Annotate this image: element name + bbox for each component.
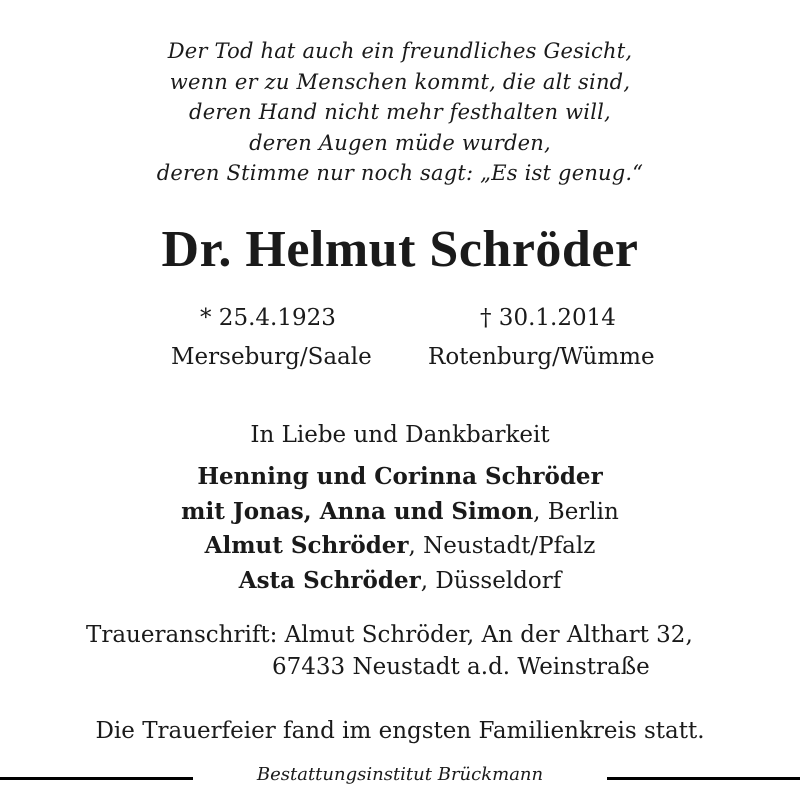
poem-line: deren Augen müde wurden, [249,130,551,155]
birth-place: Merseburg/Saale [171,344,372,370]
family-entry: mit Jonas, Anna und Simon, Berlin [181,497,619,525]
death-place: Rotenburg/Wümme [428,344,655,370]
dedication: In Liebe und Dankbarkeit [250,422,550,448]
poem-line: Der Tod hat auch ein freundliches Gesicht, [167,39,633,63]
family-entry: Almut Schröder, Neustadt/Pfalz [204,532,596,559]
funeral-home: Bestattungsinstitut Brückmann [256,764,544,785]
address-line-1: Traueranschrift: Almut Schröder, An der Althart 32, [86,622,693,648]
family-list [0,460,800,598]
family-entry: Asta Schröder, Düsseldorf [238,566,562,594]
birth-date: * 25.4.1923 [200,305,336,331]
poem-line: deren Stimme nur noch sagt: „Es ist genug.“ [156,161,644,185]
poem-line: wenn er zu Menschen kommt, die alt sind, [169,69,631,94]
deceased-name: Dr. Helmut Schröder [161,221,639,278]
poem [0,36,800,189]
death-date: † 30.1.2014 [480,305,616,331]
poem-line: deren Hand nicht mehr festhalten will, [189,100,611,124]
address-line-2: 67433 Neustadt a.d. Weinstraße [272,654,650,680]
ceremony-note: Die Trauerfeier fand im engsten Familienkreis statt. [95,718,705,744]
family-entry: Henning und Corinna Schröder [197,463,603,490]
